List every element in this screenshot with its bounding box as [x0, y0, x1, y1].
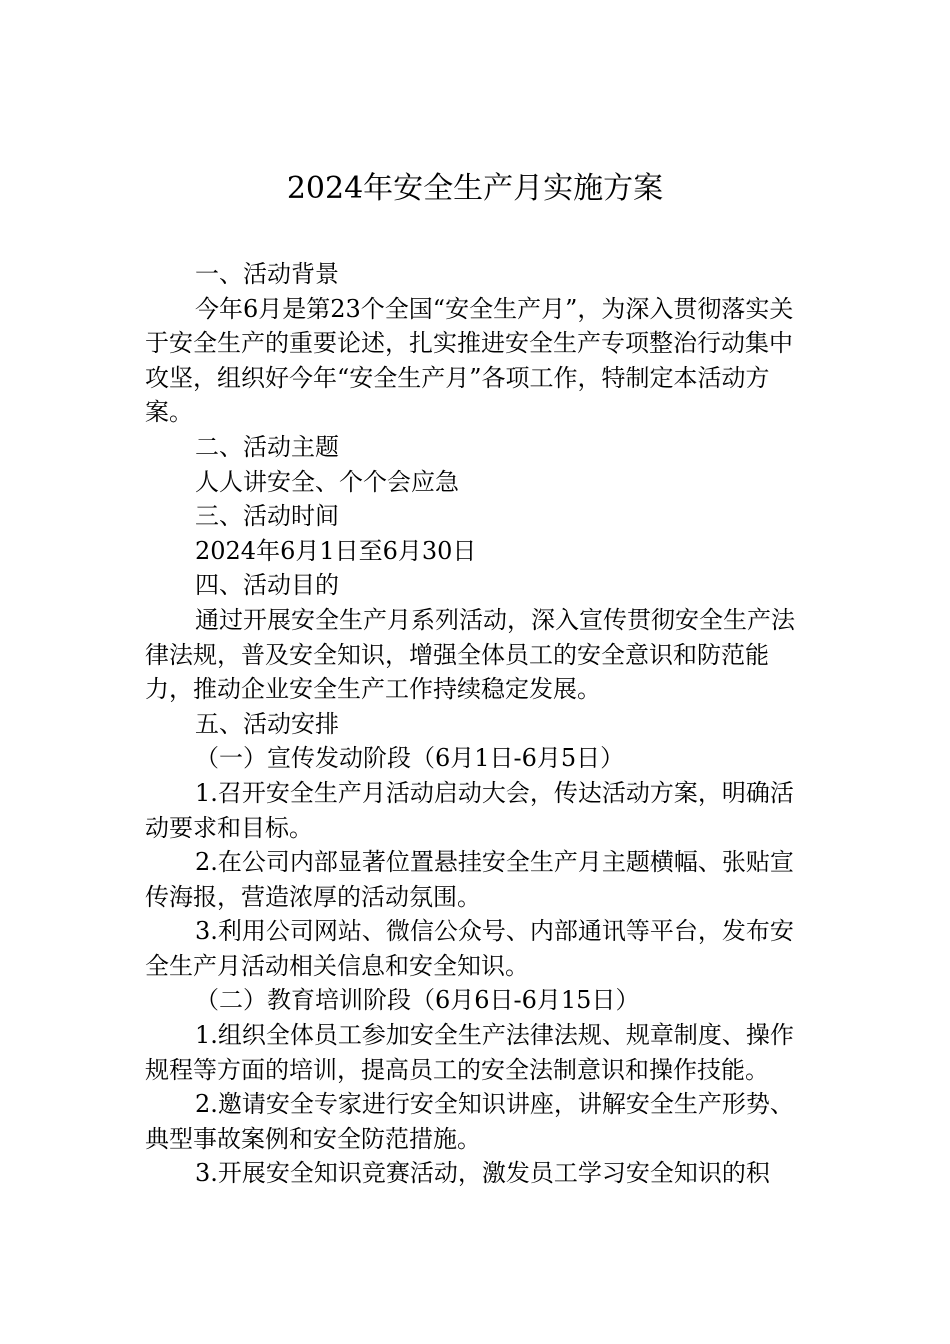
- paragraph-purpose: 通过开展安全生产月系列活动，深入宣传贯彻安全生产法律法规，普及安全知识，增强全体员工的安全意识和防范能力，推动企业安全生产工作持续稳定发展。: [145, 605, 795, 704]
- paragraph-theme: 人人讲安全、个个会应急: [195, 467, 459, 496]
- paragraph-background: 今年6月是第23个全国“安全生产月”，为深入贯彻落实关于安全生产的重要论述，扎实推进安全生产专项整治行动集中攻坚，组织好今年“安全生产月”各项工作，特制定本活动方案。: [145, 294, 794, 427]
- subsection-heading-publicity: （一）宣传发动阶段（6月1日-6月5日）: [195, 744, 625, 773]
- document-body: [145, 257, 815, 1191]
- section-heading-time: 三、活动时间: [195, 502, 339, 531]
- paragraph-time: 2024年6月1日至6月30日: [195, 536, 477, 565]
- list-item: 2.邀请安全专家进行安全知识讲座，讲解安全生产形势、典型事故案例和安全防范措施。: [145, 1090, 794, 1153]
- list-item: 1.召开安全生产月活动启动大会，传达活动方案，明确活动要求和目标。: [145, 778, 794, 842]
- list-item: 3.利用公司网站、微信公众号、内部通讯等平台，发布安全生产月活动相关信息和安全知识。: [145, 917, 794, 980]
- document-title: 2024年安全生产月实施方案: [286, 171, 664, 206]
- section-heading-purpose: 四、活动目的: [195, 571, 339, 600]
- section-heading-theme: 二、活动主题: [195, 432, 339, 461]
- list-item: 1.组织全体员工参加安全生产法律法规、规章制度、操作规程等方面的培训，提高员工的安全法制意识和操作技能。: [145, 1021, 794, 1084]
- list-item: 2.在公司内部显著位置悬挂安全生产月主题横幅、张贴宣传海报，营造浓厚的活动氛围。: [145, 848, 794, 911]
- section-heading-arrangement: 五、活动安排: [195, 709, 339, 738]
- list-item: 3.开展安全知识竞赛活动，激发员工学习安全知识的积: [195, 1159, 770, 1188]
- section-heading-background: 一、活动背景: [195, 260, 339, 288]
- subsection-heading-training: （二）教育培训阶段（6月6日-6月15日）: [195, 986, 640, 1015]
